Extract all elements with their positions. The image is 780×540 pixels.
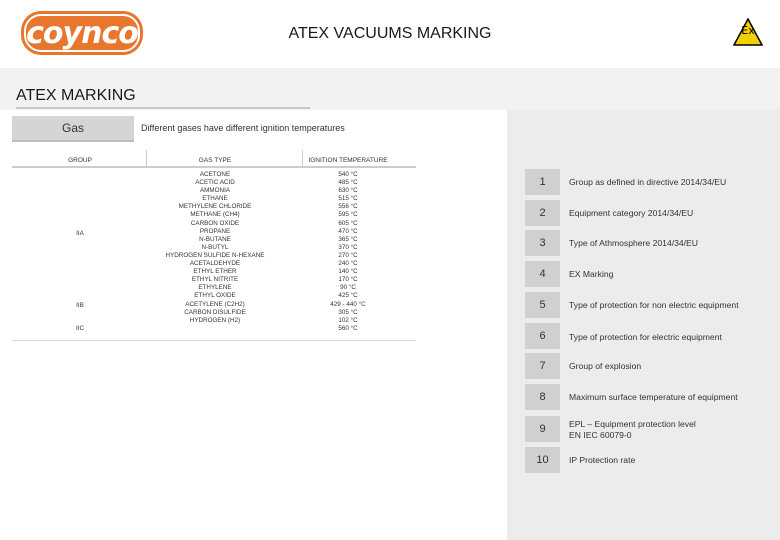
temperature-item: 630 °C [338, 187, 358, 195]
gas-tab[interactable] [12, 116, 134, 142]
section-title: ATEX MARKING [16, 87, 136, 104]
gas-item: ETHYL ETHER [193, 268, 237, 276]
header [0, 0, 780, 68]
legend-number: 9 [525, 416, 560, 442]
legend-text-standard: EN IEC 60079-0 [569, 429, 632, 440]
temperature-item: 140 °C [338, 268, 358, 276]
temperature-item: 370 °C [338, 243, 358, 251]
legend-text: Type of Athmosphere 2014/34/EU [569, 238, 698, 248]
legend-number: 5 [525, 292, 560, 318]
gas-description: Different gases have different ignition temperatures [141, 123, 345, 133]
table-bottom-divider [12, 340, 416, 341]
temperature-item: 365 °C [338, 235, 358, 243]
temperature-item: 605 °C [338, 219, 358, 227]
legend-text: Group as defined in directive 2014/34/EU [569, 177, 727, 187]
temperature-item: 485 °C [338, 179, 358, 187]
legend-text: Maximum surface temperature of equipment [569, 392, 738, 402]
legend-text: Type of protection for non electric equipment [569, 300, 739, 310]
gas-item: METHYLENE CHLORIDE [178, 203, 252, 211]
gas-item: HYDROGEN (H2) [189, 316, 241, 324]
legend-number: 2 [525, 200, 560, 226]
temperature-item: 595 °C [338, 211, 358, 219]
page-title: ATEX VACUUMS MARKING [288, 25, 492, 42]
legend-number: 10 [525, 447, 560, 473]
temperature-item: 470 °C [338, 227, 358, 235]
gas-item: ACETIC ACID [195, 179, 235, 187]
gas-tab-label: Gas [61, 121, 84, 135]
gas-item: ETHYLENE [198, 284, 232, 292]
legend-number: 6 [525, 323, 560, 349]
gas-item: HYDROGEN SULFIDE N-HEXANE [165, 251, 265, 259]
table-header-divider [12, 166, 416, 168]
section-title-underline [16, 107, 310, 109]
legend-text: Type of protection for electric equipment [569, 332, 722, 342]
gas-item: N-BUTANE [199, 235, 231, 243]
legend-text: Equipment category 2014/34/EU [569, 208, 694, 218]
ex-symbol-text: Ex [741, 24, 755, 37]
group-iic: IIC [75, 325, 85, 332]
legend-text: Group of explosion [569, 361, 642, 371]
temperature-item: 170 °C [338, 276, 358, 284]
col-header-group: GROUP [68, 157, 92, 164]
gas-item: CARBON OXIDE [190, 219, 240, 227]
gas-item: ETHYL NITRITE [191, 276, 239, 284]
gas-item: ACETONE [199, 171, 231, 178]
temperature-item: 305 °C [338, 308, 358, 316]
col-header-gas-type: GAS TYPE [198, 157, 232, 164]
ignition-temperature-list [300, 171, 396, 333]
legend-text: EPL – Equipment protection level [569, 419, 696, 429]
col-header-ignition-temperature: IGNITION TEMPERATURE [308, 157, 388, 164]
legend-number: 7 [525, 353, 560, 379]
legend-number: 1 [525, 169, 560, 195]
gas-item: ACETYLENE (C2H2) [185, 300, 245, 308]
gas-item: CARBON DISULFIDE [184, 308, 246, 316]
legend-number: 8 [525, 384, 560, 410]
gas-item: ETHANE [202, 195, 228, 203]
group-iia: IIA [76, 230, 84, 237]
legend-number: 3 [525, 230, 560, 256]
gas-item: ACETALDEHYDE [189, 260, 241, 268]
gas-item: METHANE (CH4) [190, 211, 240, 219]
gas-item: PROPANE [199, 227, 231, 235]
temperature-item: 240 °C [338, 260, 358, 268]
temperature-item: 425 °C [338, 292, 358, 300]
legend-number: 4 [525, 261, 560, 287]
temperature-item: 429 - 440 °C [330, 300, 366, 308]
temperature-item: 540 °C [338, 171, 358, 178]
temperature-item: 515 °C [338, 195, 358, 203]
legend-text-epl [569, 419, 774, 440]
temperature-item: 560 °C [338, 324, 358, 332]
legend-text: EX Marking [569, 269, 614, 279]
legend-text: IP Protection rate [569, 455, 636, 465]
coynco-logo[interactable] [20, 10, 144, 56]
gas-item: N-BUTYL [201, 243, 229, 251]
temperature-item: 556 °C [338, 203, 358, 211]
logo-text: coynco [26, 15, 138, 51]
gas-item: ETHYL OXIDE [194, 292, 236, 300]
gas-item: AMMONIA [199, 187, 231, 195]
gas-type-list [140, 171, 290, 325]
temperature-item: 90 °C [340, 284, 356, 292]
group-iib: IIB [76, 302, 84, 309]
temperature-item: 102 °C [338, 316, 358, 324]
temperature-item: 270 °C [338, 251, 358, 259]
